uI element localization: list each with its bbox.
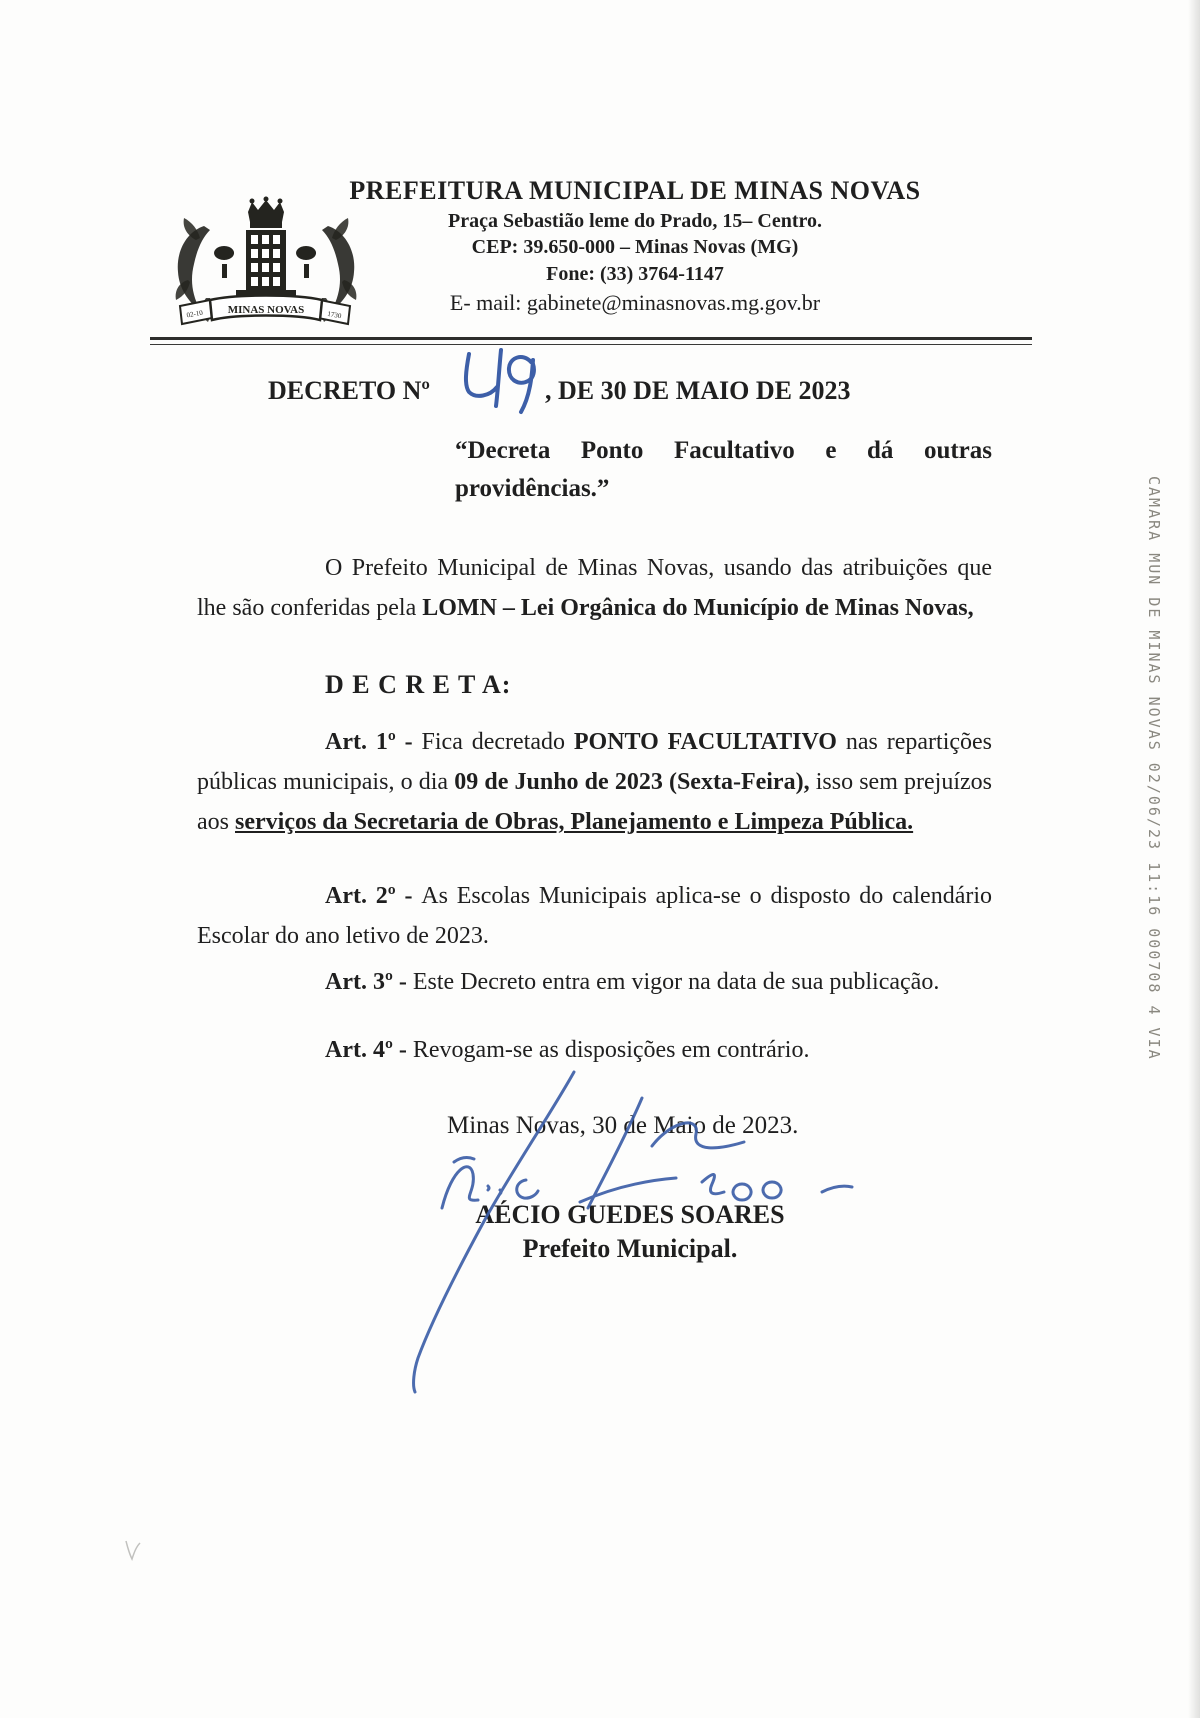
crest-right-label: 1730	[326, 309, 342, 321]
signer-block	[430, 1198, 830, 1266]
side-stamp-text: CAMARA MUN DE MINAS NOVAS 02/06/23 11:16 000708 4 VIA	[1145, 476, 1163, 1061]
preamble-paragraph: O Prefeito Municipal de Minas Novas, usando das atribuições que lhe são conferidas pela LOMN – Lei Orgânica do Município de Minas Novas,	[197, 555, 992, 621]
scan-artifact-mark	[118, 1535, 148, 1565]
org-address: Praça Sebastião leme do Prado, 15– Centro.	[447, 209, 823, 232]
crest-left-label: 02-10	[185, 308, 204, 320]
article-3: Art. 3º - Este Decreto entra em vigor na data de sua publicação.	[325, 969, 940, 995]
article-1: Art. 1º - Fica decretado PONTO FACULTATIVO nas repartições públicas municipais, o dia 09 de Junho de 2023 (Sexta-Feira), isso sem prejuízos aos serviços da Secretaria de Obras, Planejamento e Limpeza Pública.	[197, 729, 992, 835]
org-name: PREFEITURA MUNICIPAL DE MINAS NOVAS	[349, 176, 921, 205]
signer-name: AÉCIO GUEDES SOARES	[475, 1200, 785, 1229]
org-cep: CEP: 39.650-000 – Minas Novas (MG)	[471, 236, 799, 259]
article-4: Art. 4º - Revogam-se as disposições em contrário.	[325, 1037, 810, 1063]
letterhead	[270, 176, 1000, 316]
decree-number-label: DECRETO Nº	[268, 376, 430, 405]
header-divider-rule	[150, 337, 1032, 345]
decreta-heading: D E C R E T A:	[325, 670, 512, 699]
place-date-line: Minas Novas, 30 de Maio de 2023.	[447, 1112, 799, 1139]
org-phone: Fone: (33) 3764-1147	[546, 262, 724, 285]
org-email: E- mail: gabinete@minasnovas.mg.gov.br	[449, 290, 821, 316]
article-2: Art. 2º - As Escolas Municipais aplica-se o disposto do calendário Escolar do ano letivo de 2023.	[197, 883, 993, 949]
decree-date-text: , DE 30 DE MAIO DE 2023	[545, 376, 851, 405]
signer-role: Prefeito Municipal.	[522, 1234, 738, 1263]
handwritten-decree-number	[455, 340, 545, 424]
crest-banner-label: MINAS NOVAS	[227, 304, 305, 316]
scan-edge-shadow	[1188, 0, 1200, 1718]
decree-summary-quote: “Decreta Ponto Facultativo e dá outras providências.”	[455, 437, 992, 502]
